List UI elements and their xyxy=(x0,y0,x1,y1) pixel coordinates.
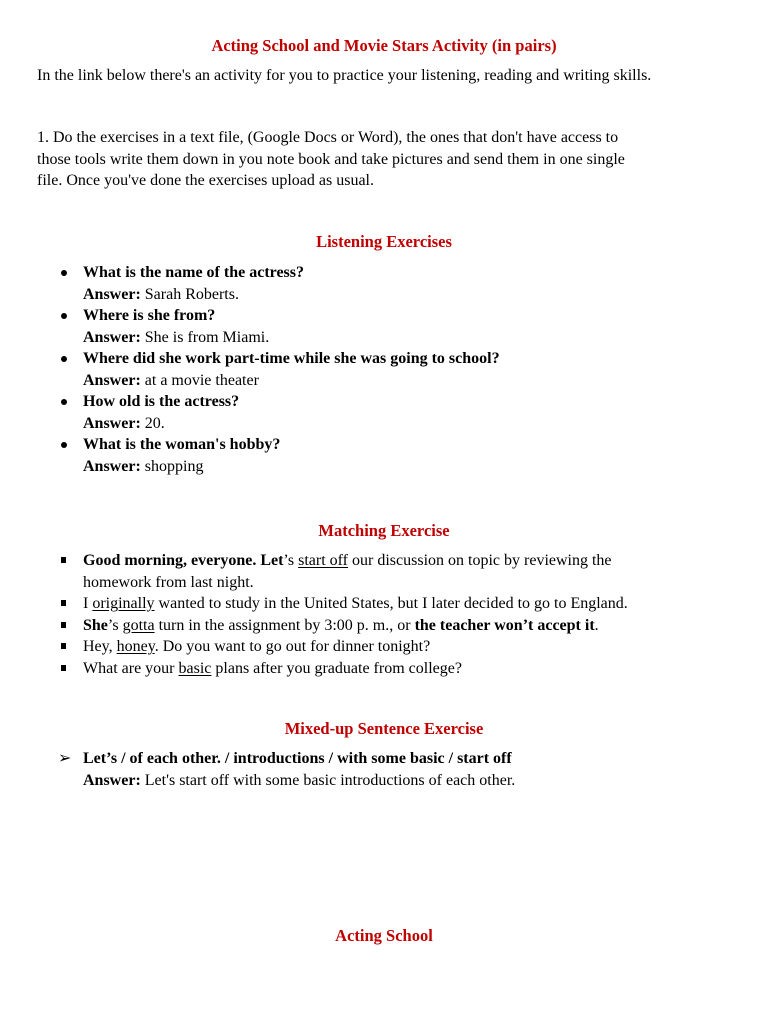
list-item xyxy=(0,658,628,680)
answer-line xyxy=(83,327,500,349)
question: Where did she work part-time while she was going to school? xyxy=(83,350,500,367)
underlined-expression: basic xyxy=(178,659,212,677)
square-bullet-icon xyxy=(61,665,66,671)
text: wanted to study in the United States, but I later decided to go to England. xyxy=(154,595,628,612)
question: What is the woman's hobby? xyxy=(83,436,281,453)
square-bullet-icon xyxy=(61,600,66,606)
answer-label: Answer: xyxy=(83,371,141,389)
text: I xyxy=(83,595,93,612)
matching-list xyxy=(0,550,628,679)
list-item xyxy=(0,748,515,791)
answer-line xyxy=(83,770,515,792)
list-item xyxy=(0,434,500,477)
matching-sentence-line xyxy=(83,550,628,572)
underlined-expression: start off xyxy=(298,552,349,569)
square-bullet-icon xyxy=(61,622,66,628)
square-bullet-icon xyxy=(61,557,66,563)
instruction-line: those tools write them down in you note book and take pictures and send them in one single xyxy=(37,150,625,168)
matching-sentence-line: homework from last night. xyxy=(83,573,254,591)
answer-text: shopping xyxy=(144,457,204,475)
bullet-icon xyxy=(61,399,67,405)
arrow-bullet-icon: ➢ xyxy=(58,750,72,767)
listening-heading: Listening Exercises xyxy=(316,232,452,251)
bullet-icon xyxy=(61,442,67,448)
acting-school-heading: Acting School xyxy=(335,926,433,945)
text: What are your xyxy=(83,659,179,677)
answer-line xyxy=(83,284,500,306)
list-item xyxy=(0,550,628,593)
list-item xyxy=(0,593,628,615)
answer-label: Answer: xyxy=(83,771,141,789)
page-title: Acting School and Movie Stars Activity (in pairs) xyxy=(211,36,557,55)
answer-text: Sarah Roberts. xyxy=(144,285,239,303)
answer-label: Answer: xyxy=(83,285,141,303)
underlined-expression: originally xyxy=(92,595,155,612)
list-item xyxy=(0,348,500,391)
matching-heading: Matching Exercise xyxy=(318,521,450,540)
scrambled-sentence: Let’s / of each other. / introductions / with some basic / start off xyxy=(83,750,512,767)
bold-text: She xyxy=(83,616,108,634)
mixed-up-list xyxy=(0,748,515,791)
text: . xyxy=(594,616,599,634)
list-item xyxy=(0,636,628,658)
answer-line xyxy=(83,370,500,392)
question: Where is she from? xyxy=(83,307,216,324)
square-bullet-icon xyxy=(61,643,66,649)
instruction-line: file. Once you've done the exercises upload as usual. xyxy=(37,172,374,189)
answer-label: Answer: xyxy=(83,414,141,432)
bullet-icon xyxy=(61,356,67,362)
answer-line xyxy=(83,456,500,478)
answer-text: at a movie theater xyxy=(144,371,259,389)
answer-label: Answer: xyxy=(83,328,141,346)
bold-text: the teacher won’t accept it xyxy=(414,616,595,634)
text: turn in the assignment by 3:00 p. m., or xyxy=(154,616,415,634)
list-item xyxy=(0,391,500,434)
bullet-icon xyxy=(61,270,67,276)
bold-text: Good morning, everyone. Let xyxy=(83,552,284,569)
instruction-line: 1. Do the exercises in a text file, (Google Docs or Word), the ones that don't have access to xyxy=(37,129,619,146)
text: ’s xyxy=(283,552,295,569)
mixed-up-heading: Mixed-up Sentence Exercise xyxy=(284,719,484,738)
list-item xyxy=(0,305,500,348)
text: ’s xyxy=(107,616,119,634)
text: plans after you graduate from college? xyxy=(211,659,462,677)
bullet-icon xyxy=(61,313,67,319)
question: How old is the actress? xyxy=(83,393,240,410)
listening-list xyxy=(0,262,500,477)
question: What is the name of the actress? xyxy=(83,264,305,281)
underlined-expression: honey xyxy=(116,638,155,655)
answer-line xyxy=(83,413,500,435)
answer-text: 20. xyxy=(144,414,165,432)
answer-text: Let's start off with some basic introductions of each other. xyxy=(140,771,516,789)
underlined-expression: gotta xyxy=(122,616,155,634)
list-item xyxy=(0,262,500,305)
text: . Do you want to go out for dinner tonight? xyxy=(154,638,431,655)
text: our discussion on topic by reviewing the xyxy=(348,552,612,569)
answer-text: She is from Miami. xyxy=(144,328,270,346)
answer-label: Answer: xyxy=(83,457,141,475)
intro-paragraph: In the link below there's an activity for you to practice your listening, reading and writing skills. xyxy=(37,67,652,84)
list-item xyxy=(0,615,628,637)
instruction-paragraph xyxy=(37,127,737,192)
text: Hey, xyxy=(83,638,117,655)
